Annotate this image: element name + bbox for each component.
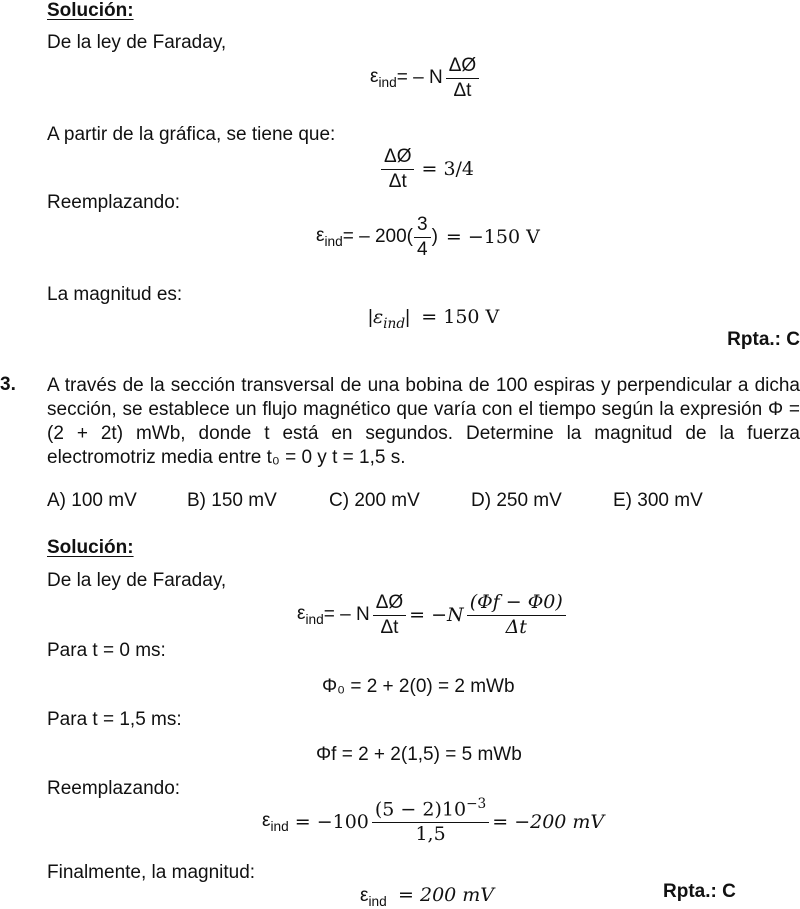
option-c[interactable]: C) 200 mV [329,490,420,511]
replace-label-2: Reemplazando: [47,778,181,799]
faraday-intro-1: De la ley de Faraday, [47,32,227,53]
tf-label: Para t = 1,5 ms: [47,709,182,730]
phi0-equation: Φ₀ = 2 + 2(0) = 2 mWb [322,676,515,697]
solution-heading-1: Solución: [47,0,134,21]
final-magnitude-label: Finalmente, la magnitud: [47,862,256,883]
option-b[interactable]: B) 150 mV [187,490,277,511]
from-graph-text: A partir de la gráfica, se tiene que: [47,124,336,145]
option-a[interactable]: A) 100 mV [47,490,137,511]
equation-faraday-2: $\varepsilon_{ind}$ = – N $\frac{\Delta Ø}{\Delta t}$ = −N $\frac{(\Phi f - \Phi 0)}{\Delta t}$ [297,592,569,639]
equation-faraday-1: $\varepsilon_{ind}$ = – N $\frac{\Delta Ø}{\Delta t}$ [370,55,482,102]
option-d[interactable]: D) 250 mV [471,490,562,511]
equation-emf-substituted: $\varepsilon_{ind}$ = – 200( $\frac{3}{4}$ ) = −150 V [316,214,540,260]
solution-heading-2: Solución: [47,537,134,558]
answer-1: Rpta.: C [727,329,800,350]
question-number: 3. [0,374,16,395]
answer-2: Rpta.: C [663,881,736,902]
replace-label-1: Reemplazando: [47,192,181,213]
faraday-intro-2: De la ley de Faraday, [47,570,227,591]
answer-options [47,490,767,514]
question-text: A través de la sección transversal de una bobina de 100 espiras y perpendicular a dicha sección, se establece un flujo magnético que varía con el tiempo según la expresión Φ = (2 + 2t) mWb, donde t está en segundos. Determine la magnitud de la fuerza electromotriz media entre t₀ = 0 y t = 1,5 s. [47,375,800,468]
t0-label: Para t = 0 ms: [47,640,166,661]
equation-emf-final: $\varepsilon_{ind}$ = −100 $\frac{(5 - 2)10^{-3}}{1,5}$ = −200 mV [262,796,605,846]
option-e[interactable]: E) 300 mV [613,490,703,511]
equation-final-magnitude: $\varepsilon_{ind} = 200$ mV [360,884,495,909]
equation-ratio: $\frac{\Delta Ø}{\Delta t}$ = 3/4 [378,146,474,193]
magnitude-label-1: La magnitud es: [47,284,183,305]
phif-equation: Φf = 2 + 2(1,5) = 5 mWb [316,744,522,765]
equation-magnitude-1: $|\varepsilon_{ind}| = 150$ V [368,306,500,332]
